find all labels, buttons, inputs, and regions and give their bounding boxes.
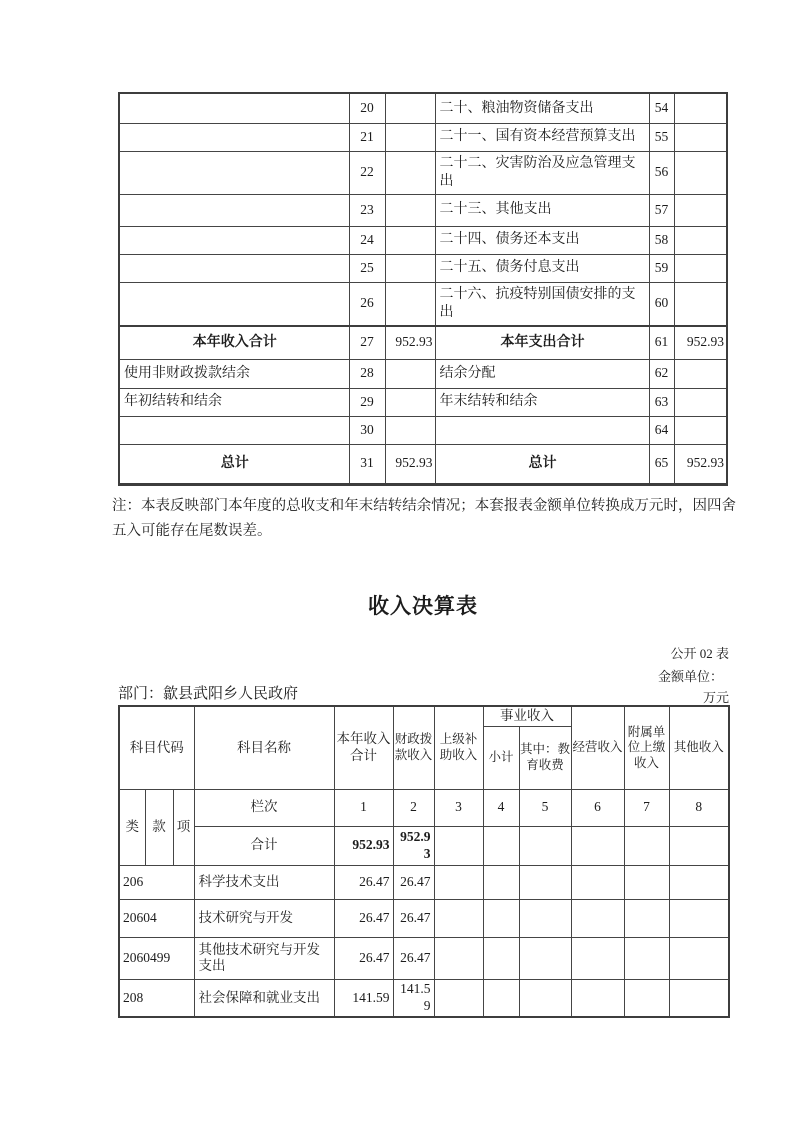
total-value (483, 826, 519, 865)
expense-line-no: 65 (649, 444, 674, 484)
column-number: 5 (519, 789, 571, 826)
code-class-label: 类 (119, 789, 145, 865)
cell-value (434, 899, 483, 937)
expense-amount (674, 93, 727, 123)
expense-total-amount: 952.93 (674, 326, 727, 359)
expense-item: 结余分配 (435, 359, 649, 388)
cell-value (519, 865, 571, 899)
income-line-no: 22 (349, 151, 385, 194)
table-row (119, 282, 727, 326)
income-amount (385, 282, 435, 326)
income-total-label: 本年收入合计 (119, 326, 349, 359)
table-row (119, 93, 727, 123)
cell-value (669, 899, 729, 937)
income-amount (385, 388, 435, 416)
expense-line-no: 59 (649, 254, 674, 282)
income-line-no: 31 (349, 444, 385, 484)
total-value (669, 826, 729, 865)
balance-table (118, 92, 726, 486)
income-amount (385, 416, 435, 444)
table-row (119, 226, 727, 254)
table-row (119, 194, 727, 226)
subject-name: 科学技术支出 (194, 865, 334, 899)
income-item (119, 194, 349, 226)
header-annual-income-total: 本年收入合计 (334, 706, 393, 789)
expense-amount (674, 123, 727, 151)
code-section-label: 款 (145, 789, 173, 865)
expense-item: 二十六、抗疫特别国债安排的支出 (435, 282, 649, 326)
income-line-no: 30 (349, 416, 385, 444)
expense-amount (674, 416, 727, 444)
table-row (119, 359, 727, 388)
table-row (119, 899, 729, 937)
column-number-row (119, 789, 729, 826)
cell-value (669, 937, 729, 979)
header-business-income: 事业收入 (483, 706, 571, 726)
income-amount (385, 359, 435, 388)
total-value: 952.93 (334, 826, 393, 865)
income-line-no: 27 (349, 326, 385, 359)
income-grand-total-label: 总计 (119, 444, 349, 484)
header-operating-income: 经营收入 (571, 706, 624, 789)
column-number: 4 (483, 789, 519, 826)
column-number: 3 (434, 789, 483, 826)
income-item (119, 416, 349, 444)
expense-item: 二十三、其他支出 (435, 194, 649, 226)
expense-line-no: 62 (649, 359, 674, 388)
expense-line-no: 54 (649, 93, 674, 123)
balance-table-grid (118, 92, 728, 486)
income-line-no: 29 (349, 388, 385, 416)
income-item (119, 282, 349, 326)
total-value (571, 826, 624, 865)
income-item (119, 151, 349, 194)
cell-value (519, 979, 571, 1017)
income-amount (385, 123, 435, 151)
expense-item: 二十一、国有资本经营预算支出 (435, 123, 649, 151)
expense-line-no: 64 (649, 416, 674, 444)
table-code-label: 公开 02 表 (670, 646, 729, 661)
subject-code: 206 (119, 865, 194, 899)
table-row (119, 254, 727, 282)
expense-line-no: 55 (649, 123, 674, 151)
column-number: 2 (393, 789, 434, 826)
income-table-grid (118, 705, 730, 1018)
cell-value: 26.47 (334, 899, 393, 937)
page-title: 收入决算表 (368, 595, 478, 618)
income-line-no: 21 (349, 123, 385, 151)
cell-value (434, 979, 483, 1017)
expense-item: 二十四、债务还本支出 (435, 226, 649, 254)
expense-total-label: 本年支出合计 (435, 326, 649, 359)
cell-value (434, 865, 483, 899)
cell-value (624, 979, 669, 1017)
cell-value (624, 899, 669, 937)
expense-grand-total-label: 总计 (435, 444, 649, 484)
cell-value: 141.59 (334, 979, 393, 1017)
total-value (519, 826, 571, 865)
table-row (119, 937, 729, 979)
expense-item: 年末结转和结余 (435, 388, 649, 416)
header-other-income: 其他收入 (669, 706, 729, 789)
cell-value (519, 899, 571, 937)
expense-item: 二十、粮油物资储备支出 (435, 93, 649, 123)
cell-value (571, 937, 624, 979)
code-item-label: 项 (173, 789, 194, 865)
income-line-no: 20 (349, 93, 385, 123)
table-row (119, 388, 727, 416)
cell-value: 26.47 (393, 865, 434, 899)
income-item (119, 123, 349, 151)
expense-amount (674, 254, 727, 282)
total-value: 952.93 (393, 826, 434, 865)
grand-total-row (119, 444, 727, 484)
table-note: 注：本表反映部门本年度的总收支和年末结转结余情况；本套报表金额单位转换成万元时，因四舍五入可能存在尾数误差。 (112, 498, 736, 539)
expense-line-no: 60 (649, 282, 674, 326)
table-row (119, 123, 727, 151)
header-affiliate-income: 附属单位上缴收入 (624, 706, 669, 789)
income-line-no: 23 (349, 194, 385, 226)
cell-value: 26.47 (334, 937, 393, 979)
total-value (624, 826, 669, 865)
column-number: 8 (669, 789, 729, 826)
subject-name: 社会保障和就业支出 (194, 979, 334, 1017)
column-number: 1 (334, 789, 393, 826)
header-superior-subsidy: 上级补助收入 (434, 706, 483, 789)
expense-line-no: 61 (649, 326, 674, 359)
subject-name: 技术研究与开发 (194, 899, 334, 937)
income-amount (385, 226, 435, 254)
cell-value (483, 979, 519, 1017)
expense-item (435, 416, 649, 444)
expense-line-no: 56 (649, 151, 674, 194)
cell-value: 141.59 (393, 979, 434, 1017)
income-amount (385, 93, 435, 123)
cell-value (669, 979, 729, 1017)
unit-value: 万元 (702, 690, 729, 705)
header-fiscal-appropriation: 财政拨款收入 (393, 706, 434, 789)
subject-code: 20604 (119, 899, 194, 937)
cell-value (571, 979, 624, 1017)
header-education-fees: 其中：教育收费 (519, 726, 571, 789)
table-row (119, 979, 729, 1017)
cell-value (483, 865, 519, 899)
expense-amount (674, 194, 727, 226)
annual-total-row (119, 326, 727, 359)
expense-line-no: 58 (649, 226, 674, 254)
cell-value (624, 865, 669, 899)
cell-value (434, 937, 483, 979)
expense-item: 二十二、灾害防治及应急管理支出 (435, 151, 649, 194)
income-amount (385, 254, 435, 282)
expense-grand-total-amount: 952.93 (674, 444, 727, 484)
unit-label: 金额单位： (657, 669, 723, 684)
column-number: 7 (624, 789, 669, 826)
income-line-no: 25 (349, 254, 385, 282)
cell-value (624, 937, 669, 979)
cell-value (483, 899, 519, 937)
total-row (119, 826, 729, 865)
cell-value: 26.47 (393, 899, 434, 937)
cell-value (483, 937, 519, 979)
column-number: 6 (571, 789, 624, 826)
income-line-no: 24 (349, 226, 385, 254)
expense-line-no: 63 (649, 388, 674, 416)
cell-value (669, 865, 729, 899)
income-line-no: 28 (349, 359, 385, 388)
income-item (119, 226, 349, 254)
total-value (434, 826, 483, 865)
subject-name: 其他技术研究与开发支出 (194, 937, 334, 979)
column-index-label: 栏次 (194, 789, 334, 826)
cell-value (571, 865, 624, 899)
header-business-subtotal: 小计 (483, 726, 519, 789)
header-row-1 (119, 706, 729, 726)
expense-amount (674, 388, 727, 416)
cell-value (571, 899, 624, 937)
income-item: 使用非财政拨款结余 (119, 359, 349, 388)
table-row (119, 416, 727, 444)
income-table (118, 705, 728, 1018)
cell-value (519, 937, 571, 979)
income-item: 年初结转和结余 (119, 388, 349, 416)
subject-code: 208 (119, 979, 194, 1017)
expense-amount (674, 226, 727, 254)
expense-amount (674, 282, 727, 326)
table-row (119, 151, 727, 194)
income-amount (385, 194, 435, 226)
income-item (119, 254, 349, 282)
cell-value: 26.47 (393, 937, 434, 979)
income-total-amount: 952.93 (385, 326, 435, 359)
header-subject-code: 科目代码 (119, 706, 194, 789)
expense-item: 二十五、债务付息支出 (435, 254, 649, 282)
header-subject-name: 科目名称 (194, 706, 334, 789)
income-line-no: 26 (349, 282, 385, 326)
income-grand-total-amount: 952.93 (385, 444, 435, 484)
income-amount (385, 151, 435, 194)
subject-code: 2060499 (119, 937, 194, 979)
department-label: 部门：歙县武阳乡人民政府 (118, 686, 299, 702)
income-item (119, 93, 349, 123)
cell-value: 26.47 (334, 865, 393, 899)
expense-amount (674, 151, 727, 194)
expense-amount (674, 359, 727, 388)
expense-line-no: 57 (649, 194, 674, 226)
total-row-label: 合计 (194, 826, 334, 865)
table-row (119, 865, 729, 899)
